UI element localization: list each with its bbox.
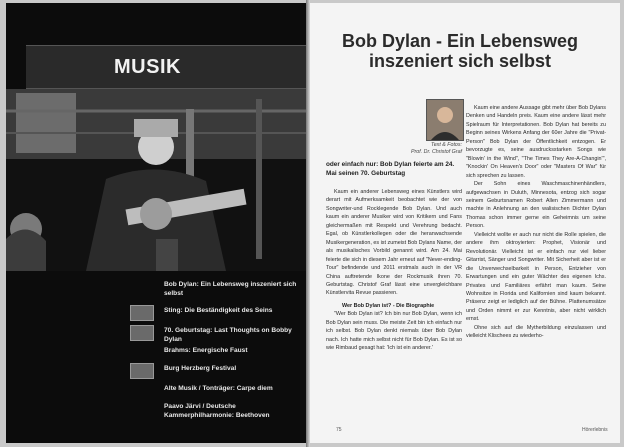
article-column-right	[466, 104, 606, 341]
article-column-left	[326, 188, 462, 353]
concert-photo-illustration	[6, 89, 306, 271]
body-paragraph: Kaum eine andere Aussage gibt mehr über Bob Dylans Denken und Handeln preis. Kaum eine andere lässt mehr Spielraum für Interpretationen. Bob Dylan hat bereits zu Beginn seines Wirkens Anfang der 60er Jahre die "Privat-Person" Bob Dylan der Öffentlichkeit entzogen. Er bevorzugte es, seine ausdrucksstarken Songs wie "Blowin' in the Wind", "The Times They Are-A-Changin'", "Knockin' On Heaven's Door" oder "Masters Of War" für sich sprechen zu lassen.	[466, 105, 606, 179]
toc-thumbnail	[130, 305, 154, 321]
toc-item-label: 70. Geburtstag: Last Thoughts on Bobby Dylan	[164, 327, 292, 343]
body-paragraph: Ohne sich auf die Mytherbildung einzulassen und vielleicht Klischees zu wiederho-	[466, 324, 606, 340]
credit-line-2: Prof. Dr. Christof Graf	[410, 148, 462, 155]
credit-line-1: Text & Fotos:	[430, 142, 462, 148]
author-portrait	[426, 99, 464, 141]
left-page	[6, 3, 306, 443]
footer-label: Hörerlebnis	[582, 427, 608, 433]
headline-line-2: inszeniert sich selbst	[368, 51, 552, 71]
section-subhead: Wer Bob Dylan ist? - Die Biographie	[342, 302, 435, 309]
body-paragraph: Kaum ein anderer Lebensweg eines Künstlers wird derart mit Aufmerksamkeit beobachtet wie der von Songwriter-und Rocklegende Bob Dylan. Und auch kaum ein anderer Musiker wird von Kritikern und Fans gleichermaßen mit Respekt und Verehrung bedacht. Egal, ob Künstlerkollegen oder die heranwachsende Musikergeneration, es ist zumeist Bob Dylans Name, der als musikalisches Vorbild genannt wird. Am 24. Mai feierte die sich in diesem Jahr erneut auf "Never-ending-Tour" befindende und 2011 erstmals auch in der VR China auftretende Ikone der Rockmusik ihren 70. Geburtstag. Christof Graf lässt eine unvergleichbare Künstlervita Revue passieren.	[326, 189, 462, 297]
page-number: 75	[336, 427, 342, 433]
section-title: MUSIK	[114, 56, 181, 78]
toc-thumbnail	[130, 325, 154, 341]
article-headline	[310, 31, 610, 71]
right-page	[310, 3, 620, 443]
toc-thumbnail	[130, 363, 154, 379]
toc-item-label: Alte Musik / Tonträger: Carpe diem	[164, 385, 273, 392]
toc-item-label: Paavo Järvi / Deutsche Kammerphilharmonie: Beethoven	[164, 403, 270, 419]
author-portrait-illustration	[427, 100, 463, 140]
body-paragraph: Vielleicht wollte er auch nur nicht die Rolle spielen, die andere ihm oktroyierten: Prophet, Visionär und Revolutionär. Vielleicht ist er einfach nur viel lieber Gitarrist, Sänger und Songwriter. Mit Sicherheit aber ist er die Unverwechselbarkeit in Person, Entzieher von Erwartungen und ein guter Wächter des eigenen Ichs. Privates und Familiäres erfährt man kaum. Seine Wohnsitze in Florida und Kalifornien sind kaum bekannt. Präsenz zeigt er lediglich auf der Bühne. Plattenumsätze und Orden nimmt er zur Kenntnis, aber nicht wirklich ernst.	[466, 231, 606, 323]
section-banner	[26, 45, 306, 89]
headline-line-1: Bob Dylan - Ein Lebensweg	[341, 31, 579, 51]
concert-photo	[6, 89, 306, 271]
toc-item-label: Bob Dylan: Ein Lebensweg inszeniert sich selbst	[164, 281, 297, 297]
author-credit	[392, 142, 462, 155]
body-paragraph: Der Sohn eines Waschmaschinenhändlers, aufgewachsen in Duluth, Minnesota, entzog sich sogar seinem Geburtsnamen Robert Allen Zimmermann und machte in Anlehnung an den walisischen Dichter Dylan Thomas schon immer gerne ein Geheimnis um seine Person.	[466, 181, 606, 230]
toc-item-label: Sting: Die Beständigkeit des Seins	[164, 307, 273, 314]
body-paragraph: "Wer Bob Dylan ist? Ich bin nur Bob Dylan, wenn ich Bob Dylan sein muss. Die meiste Zeit bin ich einfach nur ich selbst. Bob Dylan denkt niemals über Bob Dylan nach. Ich hatte mich selbst nicht für Bob Dylan. Es ist so wie Rimbaud gesagt hat: 'Ich ist ein anderer.'	[326, 311, 462, 352]
article-lead: oder einfach nur: Bob Dylan feierte am 24. Mai seinen 70. Geburtstag	[326, 161, 455, 177]
toc-item-label: Brahms: Energische Faust	[164, 347, 248, 354]
toc-item-label: Burg Herzberg Festival	[164, 365, 237, 372]
